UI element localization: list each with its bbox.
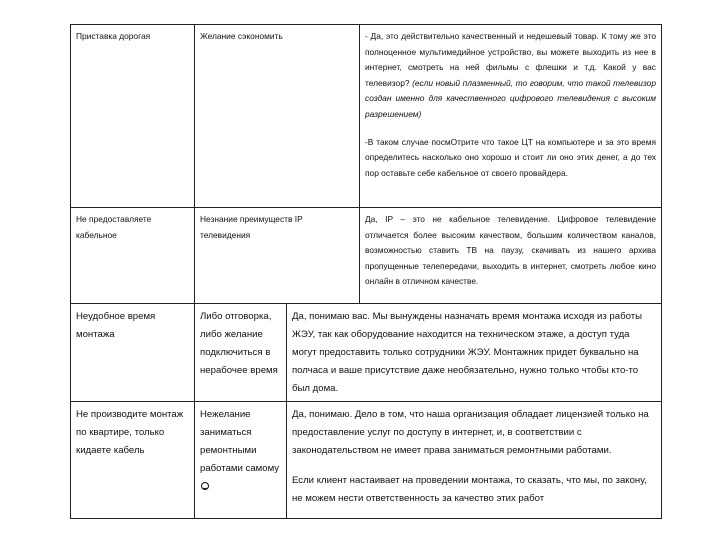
- objection-cell: [71, 25, 195, 208]
- answer-text: Да, понимаю. Дело в том, что наша организация обладает лицензией только на предоставление услуг по доступу в интернет, и, в соответствии с законодательством не имеет права заниматься ремонтными работами.: [291, 409, 649, 456]
- reason-text: Желание сэкономить: [200, 31, 283, 41]
- reason-cell: [195, 25, 360, 208]
- smiley-icon: [201, 482, 209, 490]
- reason-text: Незнание преимуществ IP телевидения: [200, 214, 303, 240]
- answer-text: - Да, это действительно качественный и недешевый товар. К тому же это полноценное мультимедийное устройство, вы можете выходить из нее в интернет, смотреть на ней фильмы с флешки и т.д. Какой у вас телевизор?: [365, 31, 656, 88]
- answer-note: (если новый плазменный, то говорим, что такой телевизор создан именно для качественного цифрового телевидения с высоким разрешением): [365, 77, 656, 119]
- objection-text: Не предоставляете кабельное: [76, 214, 152, 240]
- reason-text: Либо отговорка, либо желание подключиться в нерабочее время: [200, 311, 278, 376]
- answer-extra-text: -В таком случае посмОтрите что такое ЦТ на компьютере и за это время определитесь насколько оно хорошо и стоит ли оно этих денег, а до тех пор оставьте себе кабельное от своего провайдера.: [365, 136, 656, 178]
- objection-cell: [71, 304, 195, 402]
- reason-cell: [195, 402, 287, 519]
- answer-cell: [286, 402, 661, 519]
- answer-extra-text: Если клиент настаивает на проведении монтажа, то сказать, что мы, по закону, не можем нести ответственность за качество этих работ: [291, 475, 647, 504]
- table-row: [71, 25, 662, 208]
- reason-text: Нежелание заниматься ремонтными работами самому: [200, 409, 280, 474]
- reason-cell: [195, 208, 360, 304]
- objection-cell: [71, 402, 195, 519]
- objection-cell: [71, 208, 195, 304]
- document-page: [70, 24, 662, 519]
- table-row: [71, 208, 662, 304]
- objections-table: [70, 24, 662, 519]
- answer-cell: [360, 208, 662, 304]
- table-row: [71, 304, 662, 402]
- answer-text: Да, понимаю вас. Мы вынуждены назначать время монтажа исходя из работы ЖЭУ, так как оборудование находится на техническом этаже, а доступ туда могут предоставить только сотрудники ЖЭУ. Монтажник придет буквально на полчаса и ваше присутствие даже необязательно, нужно только чтобы кто-то был дома.: [291, 311, 642, 394]
- reason-cell: [195, 304, 287, 402]
- objection-text: Приставка дорогая: [76, 31, 151, 41]
- objection-text: Не производите монтаж по квартире, только кидаете кабель: [76, 409, 184, 456]
- objection-text: Неудобное время монтажа: [76, 311, 156, 340]
- answer-text: Да, IP – это не кабельное телевидение. Цифровое телевидение отличается более высоким качеством, большим количеством каналов, возможностью ставить ТВ на паузу, скачивать из нашего архива пропущенные телепередачи, выходить в интернет, смотреть любое кино онлайн в отличном качестве.: [365, 214, 656, 287]
- answer-cell: [360, 25, 662, 208]
- answer-cell: [286, 304, 661, 402]
- table-row: [71, 402, 662, 519]
